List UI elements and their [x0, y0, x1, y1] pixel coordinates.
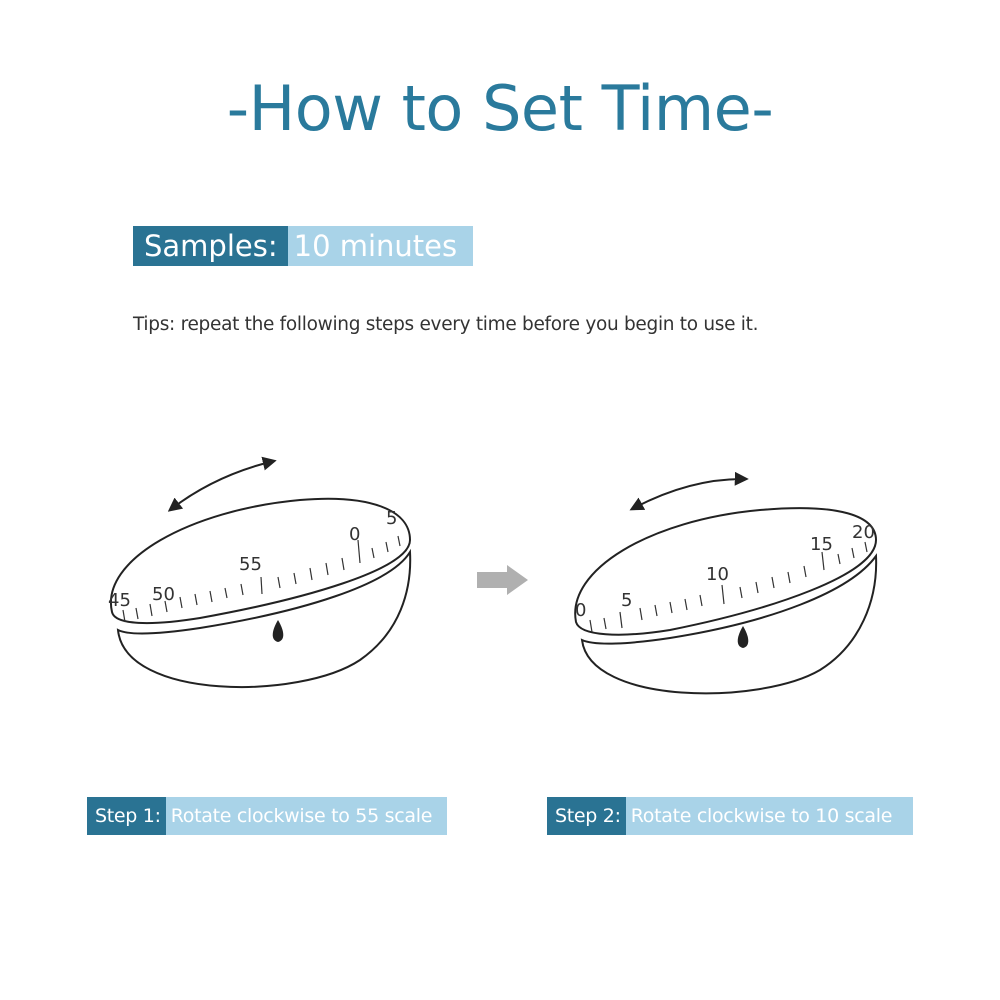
- samples-key: Samples:: [133, 226, 288, 266]
- step1-text: Rotate clockwise to 55 scale: [166, 797, 447, 835]
- step2-text: Rotate clockwise to 10 scale: [626, 797, 913, 835]
- scale-number: 50: [152, 584, 175, 605]
- step2-key: Step 2:: [547, 797, 626, 835]
- step2-label: [547, 797, 913, 835]
- scale-number: 15: [810, 534, 833, 555]
- next-arrow-icon: [477, 565, 528, 595]
- scale-number: 0: [349, 524, 361, 545]
- rotate-arrows-icon: [632, 479, 746, 509]
- scale-number: 10: [706, 564, 729, 585]
- timer-dial-icon-step2: [575, 479, 876, 693]
- scale-number: 20: [852, 522, 875, 543]
- step1-label: [87, 797, 447, 835]
- scale-number: 5: [386, 508, 398, 529]
- scale-number: 5: [621, 590, 633, 611]
- scale-number: 0: [575, 600, 587, 621]
- timer-dial-icon-step1: [108, 461, 410, 687]
- scale-number: 55: [239, 554, 262, 575]
- samples-value: 10 minutes: [288, 226, 474, 266]
- scale-number: 45: [108, 590, 131, 611]
- page-title: -How to Set Time-: [226, 72, 774, 145]
- rotate-arrows-icon: [170, 461, 274, 510]
- step1-key: Step 1:: [87, 797, 166, 835]
- tips-text: Tips: repeat the following steps every time before you begin to use it.: [133, 314, 759, 335]
